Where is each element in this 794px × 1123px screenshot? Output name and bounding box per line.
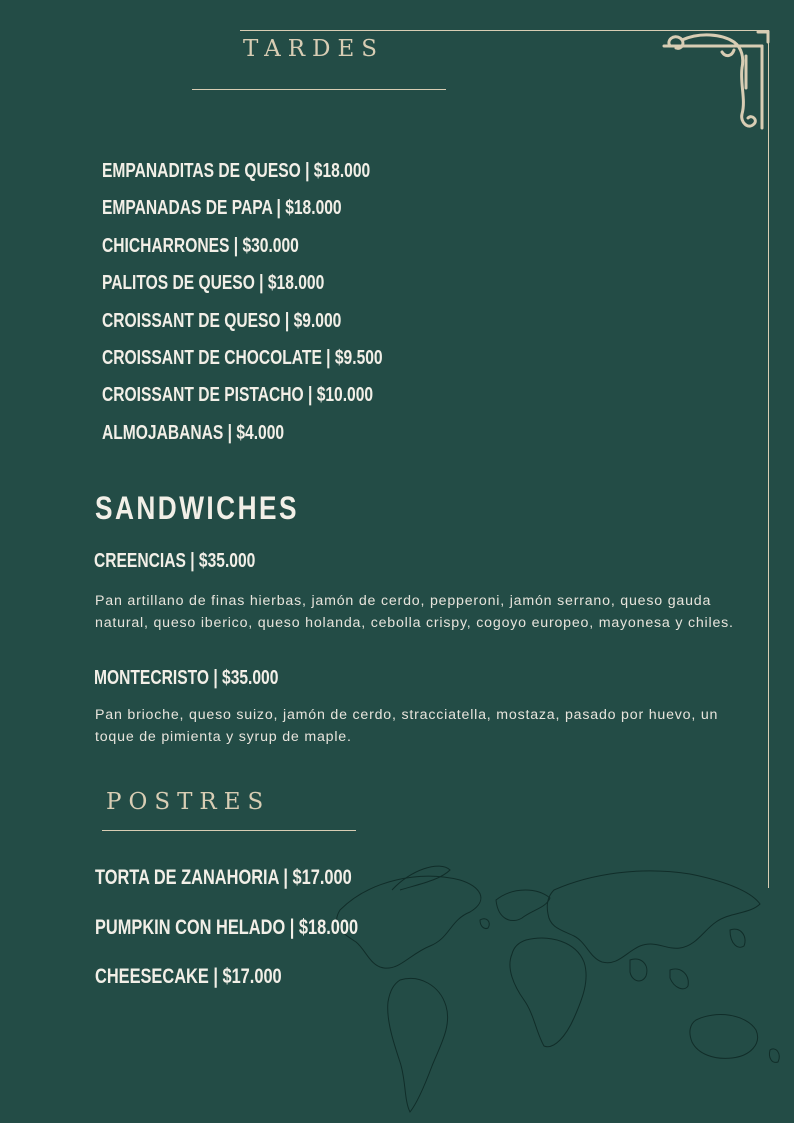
sandwich-name: MONTECRISTO | $35.000: [94, 667, 279, 689]
tardes-item-list: [102, 156, 462, 455]
menu-item: CROISSANT DE CHOCOLATE | $9.500: [102, 346, 383, 369]
postres-title: POSTRES: [106, 789, 271, 815]
menu-item: ALMOJABANAS | $4.000: [102, 421, 285, 444]
corner-ornament-icon: [662, 28, 772, 138]
tardes-title: TARDES: [243, 36, 384, 62]
menu-item: EMPANADAS DE PAPA | $18.000: [102, 197, 342, 220]
menu-item: CHEESECAKE | $17.000: [95, 965, 282, 988]
menu-item: CROISSANT DE QUESO | $9.000: [102, 309, 342, 332]
postres-item-list: [95, 864, 432, 1013]
menu-item: PUMPKIN CON HELADO | $18.000: [95, 915, 359, 939]
sandwich-name: CREENCIAS | $35.000: [94, 550, 256, 572]
sandwiches-title: SANDWICHES: [95, 490, 299, 526]
menu-item: TORTA DE ZANAHORIA | $17.000: [95, 866, 352, 889]
sandwich-description: Pan artillano de finas hierbas, jamón de cerdo, pepperoni, jamón serrano, queso gauda natural, queso iberico, queso holanda, cebolla crispy, cogoyo europeo, mayonesa y chiles.: [95, 593, 734, 631]
menu-item: EMPANADITAS DE QUESO | $18.000: [102, 160, 371, 182]
menu-item: CROISSANT DE PISTACHO | $10.000: [102, 384, 374, 407]
frame-right-line: [768, 30, 769, 888]
sandwich-description: Pan brioche, queso suizo, jamón de cerdo, stracciatella, mostaza, pasado por huevo, un toque de pimienta y syrup de maple.: [95, 707, 719, 745]
tardes-title-rule: [192, 89, 446, 90]
postres-title-rule: [102, 830, 356, 831]
menu-item: CHICHARRONES | $30.000: [102, 234, 299, 257]
menu-item: PALITOS DE QUESO | $18.000: [102, 272, 325, 295]
